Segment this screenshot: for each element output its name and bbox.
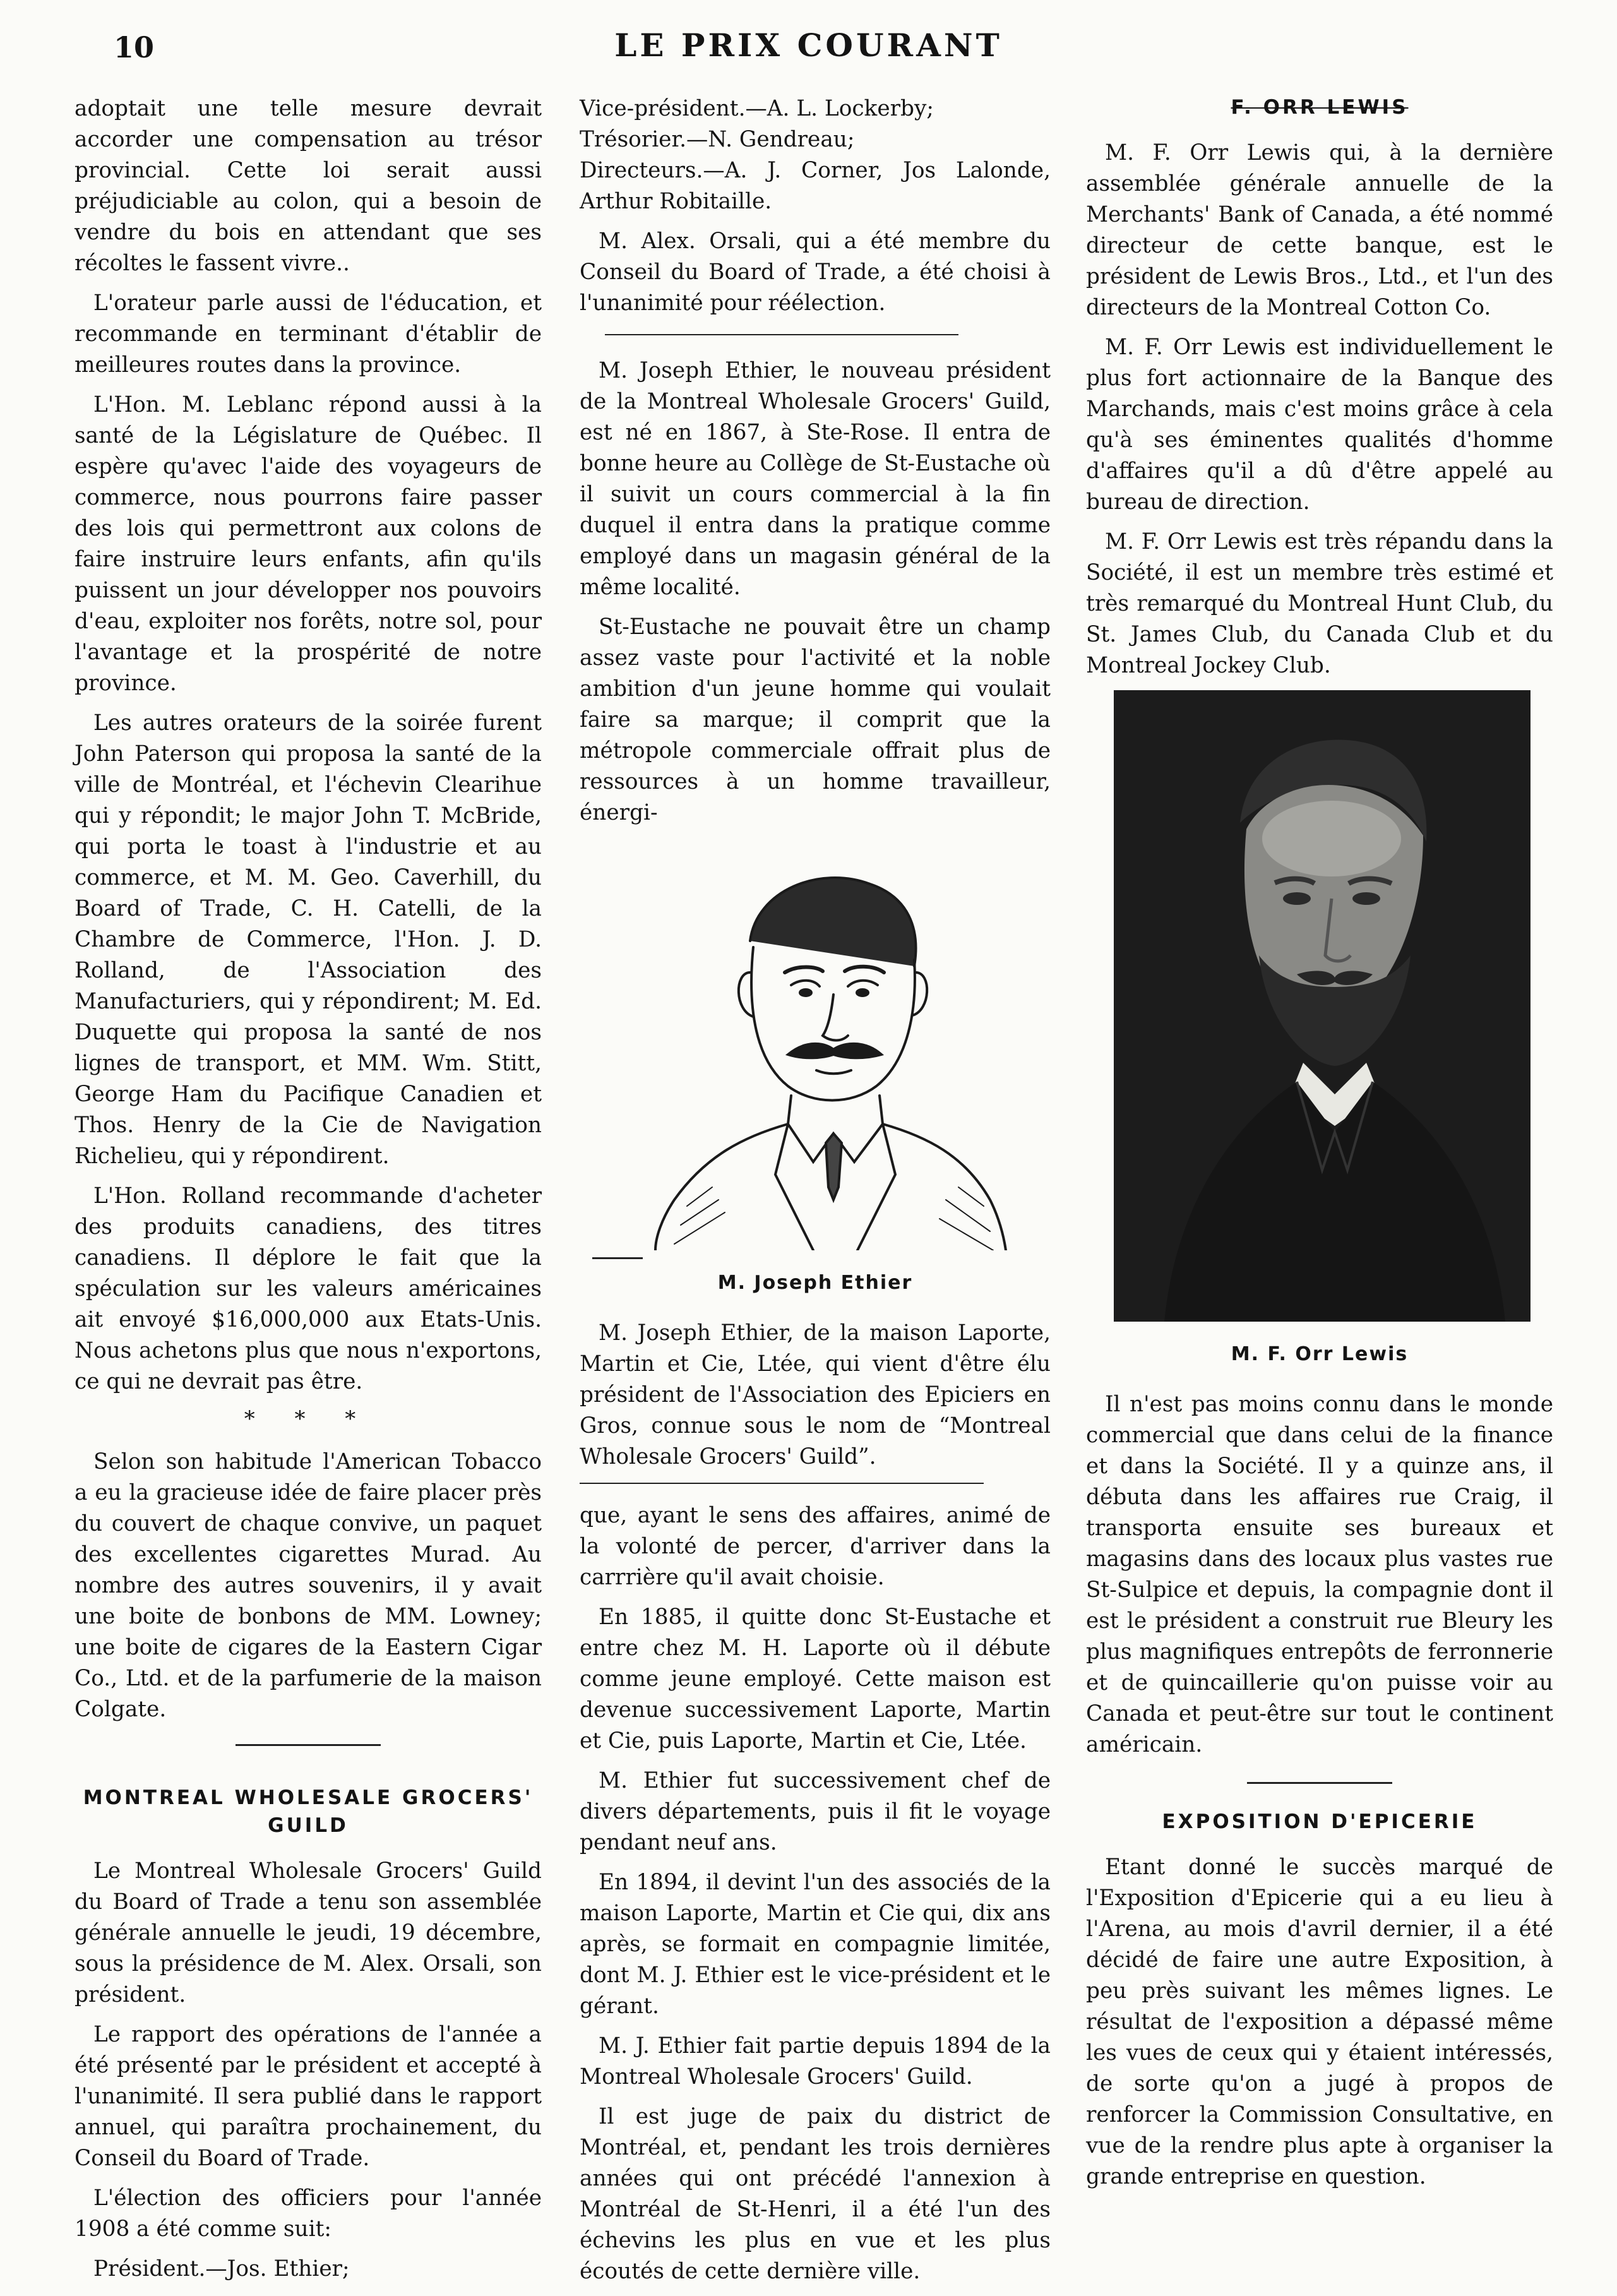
section-divider (236, 1744, 381, 1746)
article-paragraph: Les autres orateurs de la soirée furent John Paterson qui proposa la santé de la ville de Montréal, et l'échevin Clearihue qui y répondit; le major John T. McBride, qui porta le toast à l'industrie et au commerce, et M. M. Geo. Caverhill, du Board of Trade, C. H. Catelli, de la Chambre de Commerce, l'Hon. J. D. Rolland, de l'Association des Manufacturiers, qui y répondirent; M. Ed. Duquette qui proposa la santé de nos lignes de transport, et MM. Wm. Stitt, George Ham du Pacifique Canadien et Thos. Henry de la Cie de Navigation Richelieu, qui y répondirent. (75, 710, 542, 1169)
article-paragraph: L'orateur parle aussi de l'éducation, et recommande en terminant d'établir de meilleures routes dans la province. (75, 290, 542, 378)
article-paragraph: M. F. Orr Lewis est très répandu dans la Société, il est un membre très estimé et très remarqué du Montreal Hunt Club, du St. James Club, du Canada Club et du Montreal Jockey Club. (1086, 529, 1553, 678)
article-paragraph: Etant donné le succès marqué de l'Exposition d'Epicerie qui a eu lieu à l'Arena, au mois d'avril dernier, il a été décidé de faire une autre Exposition, à peu près suivant les mêmes lignes. Le résultat de l'exposition a dépassé même les vues de ceux qui y étaient intéressés, de sorte qu'on a jugé à propos de renforcer la Commission Consultative, en vue de la rendre plus apte à organiser la grande entreprise en question. (1086, 1855, 1553, 2189)
photo-portrait (1114, 690, 1530, 1322)
publication-title: LE PRIX COURANT (614, 27, 1003, 64)
article-paragraph: M. Joseph Ethier, de la maison Laporte, Martin et Cie, Ltée, qui vient d'être élu président de l'Association des Epiciers en Gros, connue sous le nom de “Montreal Wholesale Grocers' Guild”. (580, 1320, 1051, 1469)
portrait-photo-orr-lewis (1114, 690, 1530, 1322)
section-heading: MONTREAL WHOLESALE GROCERS' GUILD (83, 1786, 534, 1837)
officer-line: Vice-président.—A. L. Lockerby; (580, 96, 934, 121)
caption-rule (592, 1257, 643, 1259)
article-paragraph: Il n'est pas moins connu dans le monde commercial que dans celui de la finance et dans la Société. Il y a quinze ans, il débuta dans les affaires rue Craig, il transporta ensuite ses bureaux et magasins dans des locaux plus vastes rue St-Sulpice et depuis, la compagnie dont il est le président a construit rue Bleury les plus magnifiques entrepôts de ferronnerie et de quincaillerie qu'on puisse voir au Canada et peut-être sur tout le continent américain. (1086, 1392, 1553, 1757)
article-paragraph: Selon son habitude l'American Tobacco a eu la gracieuse idée de faire placer près du couvert de chaque convive, un paquet des excellentes cigarettes Murad. Au nombre des autres souvenirs, il y avait une boite de bonbons de MM. Lowney; une boite de cigares de la Eastern Cigar Co., Ltd. et de la parfumerie de la maison Colgate. (75, 1449, 542, 1722)
article-paragraph: Le Montreal Wholesale Grocers' Guild du Board of Trade a tenu son assemblée générale annuelle le jeudi, 19 décembre, sous la présidence de M. Alex. Orsali, son président. (75, 1858, 542, 2007)
section-divider (580, 1483, 984, 1484)
article-paragraph: St-Eustache ne pouvait être un champ assez vaste pour l'activité et la noble ambition d'un jeune homme qui voulait faire sa marque; il comprit que la métropole commerciale offrait plus de ressources à un homme travailleur, énergi- (580, 614, 1051, 825)
article-paragraph: M. J. Ethier fait partie depuis 1894 de la Montreal Wholesale Grocers' Guild. (580, 2033, 1051, 2090)
portrait-caption: M. Joseph Ethier (717, 1272, 913, 1294)
officer-line: Président.—Jos. Ethier; (93, 2256, 350, 2281)
article-paragraph: Le rapport des opérations de l'année a été présenté par le président et accepté à l'unanimité. Il sera publié dans le rapport annuel, qui paraîtra prochainement, du Conseil du Board of Trade. (75, 2022, 542, 2171)
article-paragraph: En 1885, il quitte donc St-Eustache et entre chez M. H. Laporte où il débute comme jeune employé. Cette maison est devenue successivement Laporte, Martin et Cie, puis Laporte, Martin et Cie, Ltée. (580, 1605, 1051, 1754)
article-paragraph: M. Ethier fut successivement chef de divers départements, puis il fit le voyage pendant neuf ans. (580, 1768, 1051, 1855)
portrait-sketch-ethier (580, 846, 1051, 1263)
article-paragraph: L'élection des officiers pour l'année 1908 a été comme suit: (75, 2185, 542, 2242)
section-divider (605, 334, 958, 335)
column-right (1086, 93, 1553, 2201)
article-paragraph: L'Hon. M. Leblanc répond aussi à la santé de la Législature de Québec. Il espère qu'avec l'aide des voyageurs de commerce, nous pourrons faire passer des lois qui permettront aux colons de faire instruire leurs enfants, afin qu'ils puissent un jour développer nos pouvoirs d'eau, exploiter nos forêts, notre sol, pour l'avantage et la prospérité de notre province. (75, 392, 542, 696)
column-left (75, 93, 542, 2293)
section-separator: * * * (244, 1406, 373, 1432)
officer-line: Trésorier.—N. Gendreau; (580, 127, 855, 152)
article-paragraph: que, ayant le sens des affaires, animé de la volonté de percer, d'arriver dans la carrrière qu'il avait choisie. (580, 1503, 1051, 1590)
article-paragraph: adoptait une telle mesure devrait accorder une compensation au trésor provincial. Cette loi serait aussi préjudiciable au colon, qui a besoin de vendre du bois en attendant que ses récoltes le fassent vivre.. (75, 96, 542, 276)
article-paragraph: M. Joseph Ethier, le nouveau président de la Montreal Wholesale Grocers' Guild, est né en 1867, à Ste-Rose. Il entra de bonne heure au Collège de St-Eustache où il suivit un cours commercial à la fin duquel il entra dans la pratique comme employé dans un magasin général de la même localité. (580, 358, 1051, 600)
section-divider (1247, 1782, 1392, 1784)
article-paragraph: En 1894, il devint l'un des associés de la maison Laporte, Martin et Cie qui, dix ans après, se formait en compagnie limitée, dont M. J. Ethier est le vice-président et le gérant. (580, 1870, 1051, 2019)
article-paragraph: Il est juge de paix du district de Montréal, et, pendant les trois dernières années qui ont précédé l'annexion à Montréal de St-Henri, il a été l'un des échevins les plus en vue et les plus écoutés de cette dernière ville. (580, 2104, 1051, 2284)
section-heading: F. ORR LEWIS (1231, 96, 1409, 119)
page-number: 10 (114, 30, 155, 64)
officer-line: Directeurs.—A. J. Corner, Jos Lalonde, Arthur Robitaille. (580, 158, 1051, 214)
column-middle (580, 93, 1051, 2296)
article-paragraph: M. F. Orr Lewis est individuellement le plus fort actionnaire de la Banque des Marchands, mais c'est moins grâce à cela qu'à ses éminentes qualités d'homme d'affaires qu'il a dû d'être appelé au bureau de direction. (1086, 335, 1553, 515)
portrait-drawing (630, 846, 1009, 1250)
article-paragraph: M. F. Orr Lewis qui, à la dernière assemblée générale annuelle de la Merchants' Bank of Canada, a été nommé directeur de cette banque, est le président de Lewis Bros., Ltd., et l'un des directeurs de la Montreal Cotton Co. (1086, 140, 1553, 320)
article-paragraph: M. Alex. Orsali, qui a été membre du Conseil du Board of Trade, a été choisi à l'unanimité pour réélection. (580, 229, 1051, 316)
section-heading: EXPOSITION D'EPICERIE (1162, 1810, 1477, 1833)
photo-caption: M. F. Orr Lewis (1231, 1343, 1409, 1365)
article-paragraph: L'Hon. Rolland recommande d'acheter des produits canadiens, des titres canadiens. Il déplore le fait que la spéculation sur les valeurs américaines ait envoyé $16,000,000 aux Etats-Unis. Nous achetons plus que nous n'exportons, ce qui ne devrait pas être. (75, 1183, 542, 1394)
